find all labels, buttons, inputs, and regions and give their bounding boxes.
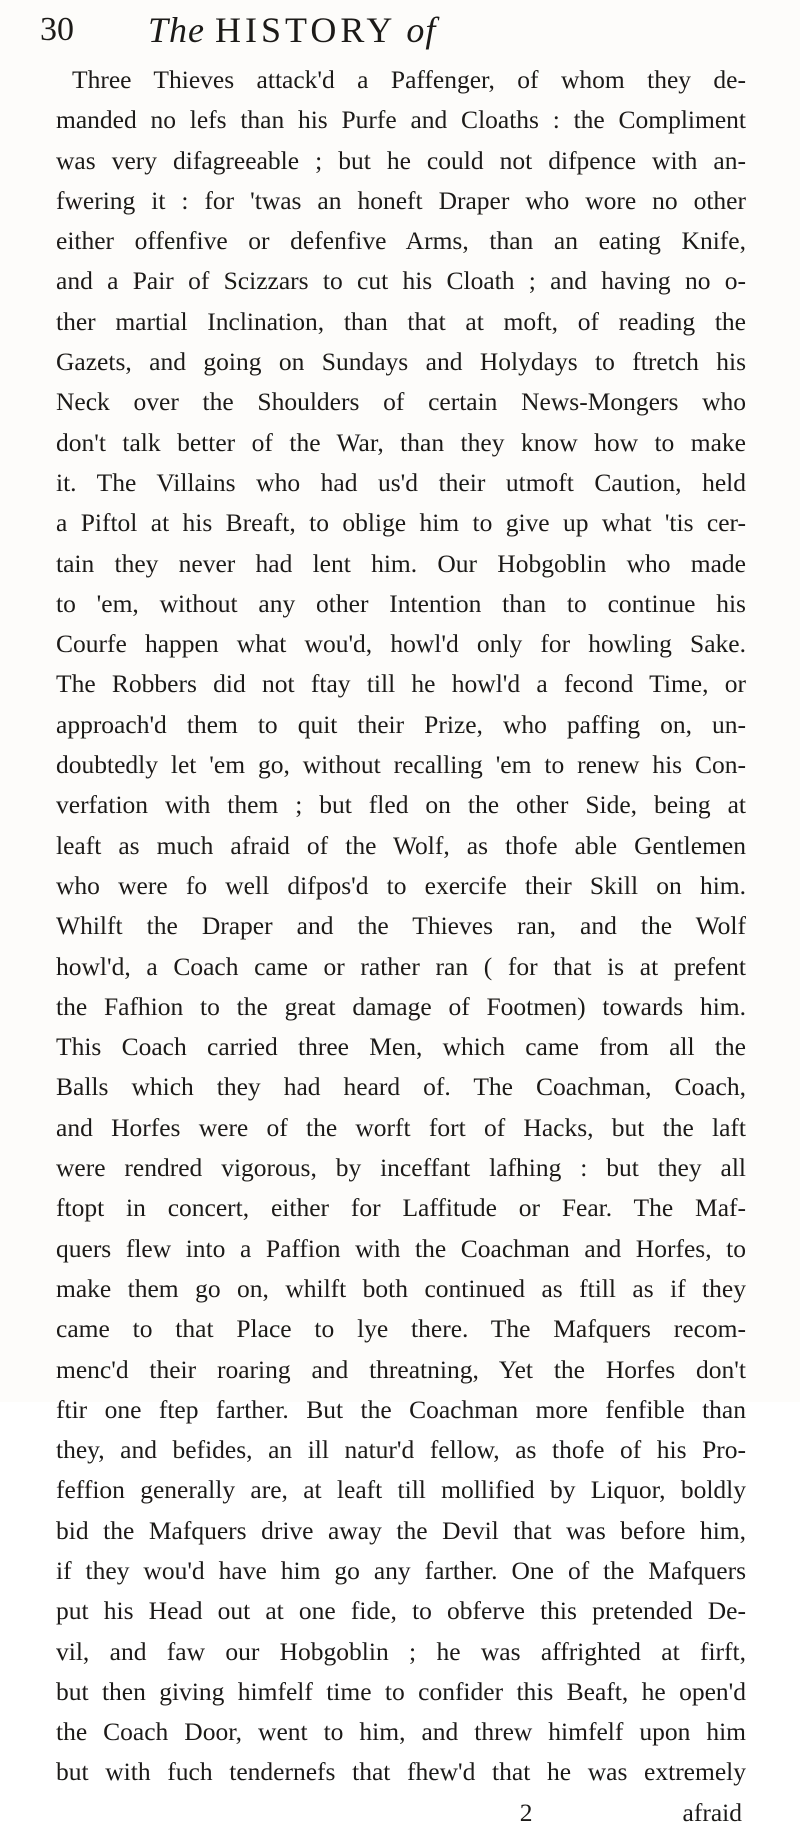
text-line: came to that Place to lye there. The Mafquers recom- [56,1314,746,1344]
running-title-of: of [406,10,437,50]
text-line: ther martial Inclination, than that at moft, of reading the [56,306,746,336]
body-text [56,60,746,1833]
text-line: Balls which they had heard of. The Coachman, Coach, [56,1072,746,1102]
text-line: but with fuch tendernefs that fhew'd that he was extremely [56,1757,746,1787]
text-line: it. The Villains who had us'd their utmoft Caution, held [56,467,746,497]
text-line: Courfe happen what wou'd, howl'd only for howling Sake. [56,629,746,659]
text-line: and a Pair of Scizzars to cut his Cloath ; and having no o- [56,266,746,296]
running-title-the: The [148,10,205,50]
running-title [148,8,436,52]
text-line: but then giving himfelf time to confider this Beaft, he open'd [56,1676,746,1706]
text-line: Whilft the Draper and the Thieves ran, and the Wolf [56,911,746,941]
text-line: howl'd, a Coach came or rather ran ( for that is at prefent [56,951,746,981]
text-line: was very difagreeable ; but he could not difpence with an- [56,145,746,175]
text-line: put his Head out at one fide, to obferve this pretended De- [56,1596,746,1626]
text-line: Three Thieves attack'd a Paffenger, of whom they de- [72,65,746,94]
text-line: make them go on, whilft both continued as ftill as if they [56,1273,746,1303]
text-line: if they wou'd have him go any farther. One of the Mafquers [56,1555,746,1585]
signature-catchword-line [56,1793,746,1833]
text-line: who were fo well difpos'd to exercife their Skill on him. [56,870,746,900]
text-line: approach'd them to quit their Prize, who paffing on, un- [56,709,746,739]
text-line: ftir one ftep farther. But the Coachman more fenfible than [56,1394,746,1424]
text-line: Neck over the Shoulders of certain News-Mongers who [56,387,746,417]
text-line: leaft as much afraid of the Wolf, as thofe able Gentlemen [56,830,746,860]
text-line: doubtedly let 'em go, without recalling 'em to renew his Con- [56,750,746,780]
text-line: tain they never had lent him. Our Hobgoblin who made [56,548,746,578]
text-line: bid the Mafquers drive away the Devil that was before him, [56,1515,746,1545]
text-line: The Robbers did not ftay till he howl'd a fecond Time, or [56,669,746,699]
text-line: manded no lefs than his Purfe and Cloaths : the Compliment [56,105,746,135]
running-title-history: HISTORY [215,10,397,50]
text-line: verfation with them ; but fled on the other Side, being at [56,790,746,820]
text-line: the Fafhion to the great damage of Footmen) towards him. [56,991,746,1021]
text-line: to 'em, without any other Intention than to continue his [56,588,746,618]
catchword: afraid [682,1797,742,1827]
text-line: fwering it : for 'twas an honeft Draper who wore no other [56,185,746,215]
text-line: menc'd their roaring and threatning, Yet the Horfes don't [56,1354,746,1384]
signature-mark: 2 [519,1797,533,1827]
text-line: a Piftol at his Breaft, to oblige him to give up what 'tis cer- [56,508,746,538]
text-line: were rendred vigorous, by inceffant lafhing : but they all [56,1153,746,1183]
text-line: This Coach carried three Men, which came from all the [56,1032,746,1062]
text-line: the Coach Door, went to him, and threw himfelf upon him [56,1717,746,1747]
text-line: Gazets, and going on Sundays and Holydays to ftretch his [56,347,746,377]
text-line: either offenfive or defenfive Arms, than an eating Knife, [56,226,746,256]
running-head [40,6,740,58]
text-line: don't talk better of the War, than they know how to make [56,427,746,457]
text-line: they, and befides, an ill natur'd fellow, as thofe of his Pro- [56,1435,746,1465]
text-line: and Horfes were of the worft fort of Hacks, but the laft [56,1112,746,1142]
page-number: 30 [40,11,74,48]
text-line: vil, and faw our Hobgoblin ; he was affrighted at firft, [56,1636,746,1666]
text-line: feffion generally are, at leaft till mollified by Liquor, boldly [56,1475,746,1505]
text-line: ftopt in concert, either for Laffitude or Fear. The Maf- [56,1193,746,1223]
text-line: quers flew into a Paffion with the Coachman and Horfes, to [56,1233,746,1263]
